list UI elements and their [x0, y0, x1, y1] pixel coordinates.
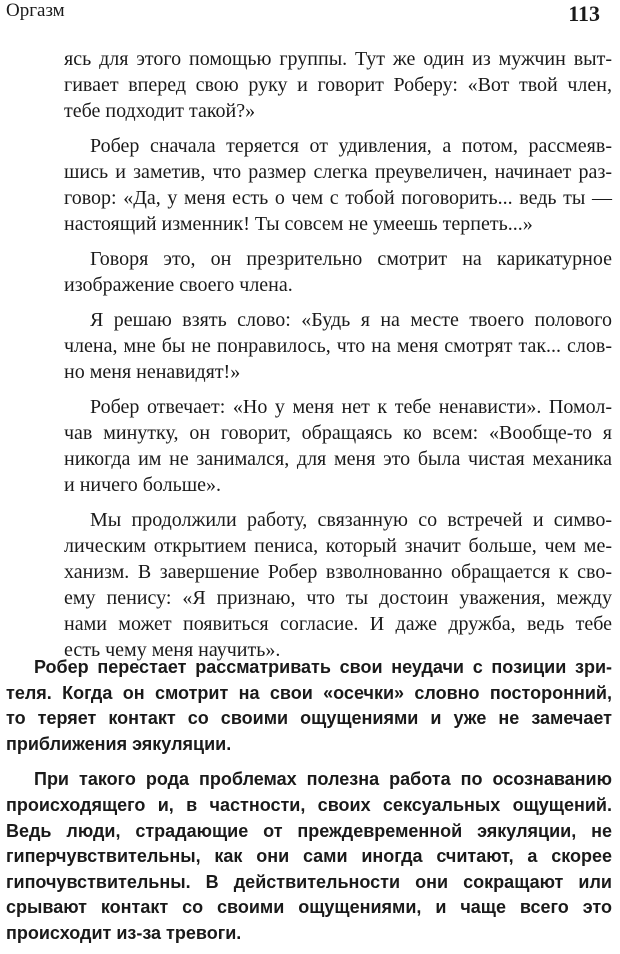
text-line: изображение своего члена. — [64, 274, 293, 296]
commentary-paragraph — [6, 767, 612, 946]
text-line: происходит из-за тревоги. — [6, 922, 242, 943]
narrative-text — [64, 46, 612, 663]
text-line: ему пенису: «Я признаю, что ты достоин уважения, между — [64, 587, 612, 609]
text-line: срывают контакт со своими ощущениями, и чаще всего это — [6, 897, 612, 918]
narrative-paragraph — [64, 246, 612, 298]
text-line: шись и заметив, что размер слегка преувеличен, начинает раз- — [64, 161, 612, 183]
text-line: никогда им не занимался, для меня это была чистая механика — [64, 448, 612, 470]
text-line: Мы продолжили работу, связанную со встречей и симво- — [90, 509, 612, 531]
text-line: настоящий изменник! Ты совсем не умеешь терпеть...» — [64, 213, 533, 235]
text-line: Я решаю взять слово: «Будь я на месте твоего полового — [90, 309, 612, 331]
narrative-paragraph — [64, 46, 612, 124]
text-line: Говоря это, он презрительно смотрит на карикатурное — [90, 248, 612, 270]
text-line: ясь для этого помощью группы. Тут же один из мужчин выт- — [64, 48, 612, 70]
text-line: Робер сначала теряется от удивления, а потом, рассмеяв- — [90, 135, 612, 157]
text-line: гиперчувствительны, как они сами иногда считают, а скорее — [6, 846, 612, 867]
text-line: гипочувствительны. В действительности они сокращают или — [6, 871, 612, 892]
text-line: тебе подходит такой?» — [64, 100, 256, 122]
narrative-paragraph — [64, 507, 612, 663]
narrative-paragraph — [64, 394, 612, 498]
text-line: Робер перестает рассматривать свои неудачи с позиции зри- — [34, 657, 612, 677]
text-line: и ничего больше». — [64, 474, 222, 496]
text-line: то теряет контакт со своими ощущениями и уже не замечает — [6, 708, 612, 729]
text-line: члена, мне бы не понравилось, что на меня смотрят так... слов- — [64, 335, 612, 357]
narrative-paragraph — [64, 307, 612, 385]
narrative-paragraph — [64, 133, 612, 237]
text-line: теля. Когда он смотрит на свои «осечки» словно посторонний, — [6, 682, 612, 703]
text-line: нами может появиться согласие. И даже дружба, ведь тебе — [64, 613, 612, 635]
text-line: происходящего и, в частности, своих сексуальных ощущений. — [6, 794, 612, 815]
commentary-text — [6, 655, 612, 947]
text-line: При такого рода проблемах полезна работа по осознаванию — [34, 769, 612, 790]
page-number: 113 — [568, 1, 600, 26]
running-title: Оргазм — [6, 0, 65, 21]
commentary-paragraph — [6, 655, 612, 757]
text-line: ханизм. В завершение Робер взволнованно обращается к сво- — [64, 561, 612, 583]
text-line: Робер отвечает: «Но у меня нет к тебе ненависти». Помол- — [90, 396, 612, 418]
text-line: говор: «Да, у меня есть о чем с тобой поговорить... ведь ты — — [64, 187, 612, 209]
text-line: лическим открытием пениса, который значит больше, чем ме- — [64, 535, 612, 557]
text-line: гивает вперед свою руку и говорит Роберу: «Вот твой член, — [64, 74, 612, 96]
text-line: Ведь люди, страдающие от преждевременной эякуляции, не — [6, 820, 612, 841]
text-line: чав минутку, он говорит, обращаясь ко всем: «Вообще-то я — [64, 422, 612, 444]
text-line: но меня ненавидят!» — [64, 361, 241, 383]
text-line: приближения эякуляции. — [6, 733, 232, 754]
text-line: есть чему меня научить». — [64, 639, 281, 661]
